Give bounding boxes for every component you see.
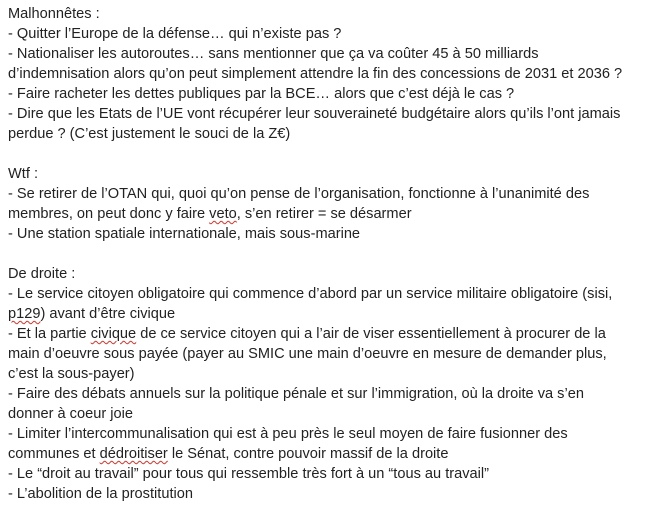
spellcheck-flagged-word[interactable]: dédroitiser	[99, 446, 168, 462]
list-item-continuation	[8, 444, 648, 464]
text-fragment: - Et la partie	[8, 326, 91, 342]
list-item: - Quitter l’Europe de la défense… qui n’existe pas ?	[8, 26, 342, 42]
text-fragment: le Sénat, contre pouvoir massif de la droite	[167, 446, 449, 462]
list-item-continuation	[8, 204, 648, 224]
list-item: - L’abolition de la prostitution	[8, 486, 193, 502]
document-body	[8, 4, 648, 504]
spellcheck-flagged-word[interactable]: civique	[90, 326, 137, 342]
list-item-continuation: c’est la sous-payer)	[8, 366, 135, 382]
text-fragment: ) avant d’être civique	[40, 306, 176, 322]
section-heading: Wtf :	[8, 166, 38, 182]
list-item-continuation: donner à coeur joie	[8, 406, 133, 422]
list-item: - Le “droit au travail” pour tous qui ressemble très fort à un “tous au travail”	[8, 466, 489, 482]
section-de-droite	[8, 264, 648, 504]
list-item: - Faire des débats annuels sur la politique pénale et sur l’immigration, où la droite va s’en	[8, 386, 584, 402]
spellcheck-flagged-word[interactable]: p129	[8, 306, 41, 322]
list-item: - Le service citoyen obligatoire qui commence d’abord par un service militaire obligatoire (sisi,	[8, 286, 613, 302]
text-fragment: membres, on peut donc y faire	[8, 206, 210, 222]
list-item	[8, 324, 648, 344]
list-item-continuation	[8, 304, 648, 324]
section-heading: De droite :	[8, 266, 76, 282]
list-item: - Une station spatiale internationale, mais sous-marine	[8, 226, 361, 242]
section-malhonnetes	[8, 4, 648, 144]
text-fragment: , s’en retirer = se désarmer	[236, 206, 412, 222]
blank-line	[8, 144, 648, 164]
section-wtf	[8, 164, 648, 244]
list-item-continuation: main d’oeuvre sous payée (payer au SMIC une main d’oeuvre en mesure de demander plus,	[8, 346, 607, 362]
list-item: - Dire que les Etats de l’UE vont récupérer leur souveraineté budgétaire alors qu’ils l’ont jamais	[8, 106, 621, 122]
list-item: - Limiter l’intercommunalisation qui est à peu près le seul moyen de faire fusionner des	[8, 426, 568, 442]
list-item: - Nationaliser les autoroutes… sans mentionner que ça va coûter 45 à 50 milliards	[8, 46, 539, 62]
list-item-continuation: d’indemnisation alors qu’on peut simplement attendre la fin des concessions de 2031 et 2036 ?	[8, 66, 623, 82]
list-item: - Se retirer de l’OTAN qui, quoi qu’on pense de l’organisation, fonctionne à l’unanimité des	[8, 186, 590, 202]
text-fragment: communes et	[8, 446, 100, 462]
list-item: - Faire racheter les dettes publiques par la BCE… alors que c’est déjà le cas ?	[8, 86, 515, 102]
list-item-continuation: perdue ? (C’est justement le souci de la Z€)	[8, 126, 291, 142]
blank-line	[8, 244, 648, 264]
text-fragment: de ce service citoyen qui a l’air de viser essentiellement à procurer de la	[136, 326, 606, 342]
section-heading: Malhonnêtes :	[8, 6, 100, 22]
spellcheck-flagged-word[interactable]: veto	[209, 206, 237, 222]
